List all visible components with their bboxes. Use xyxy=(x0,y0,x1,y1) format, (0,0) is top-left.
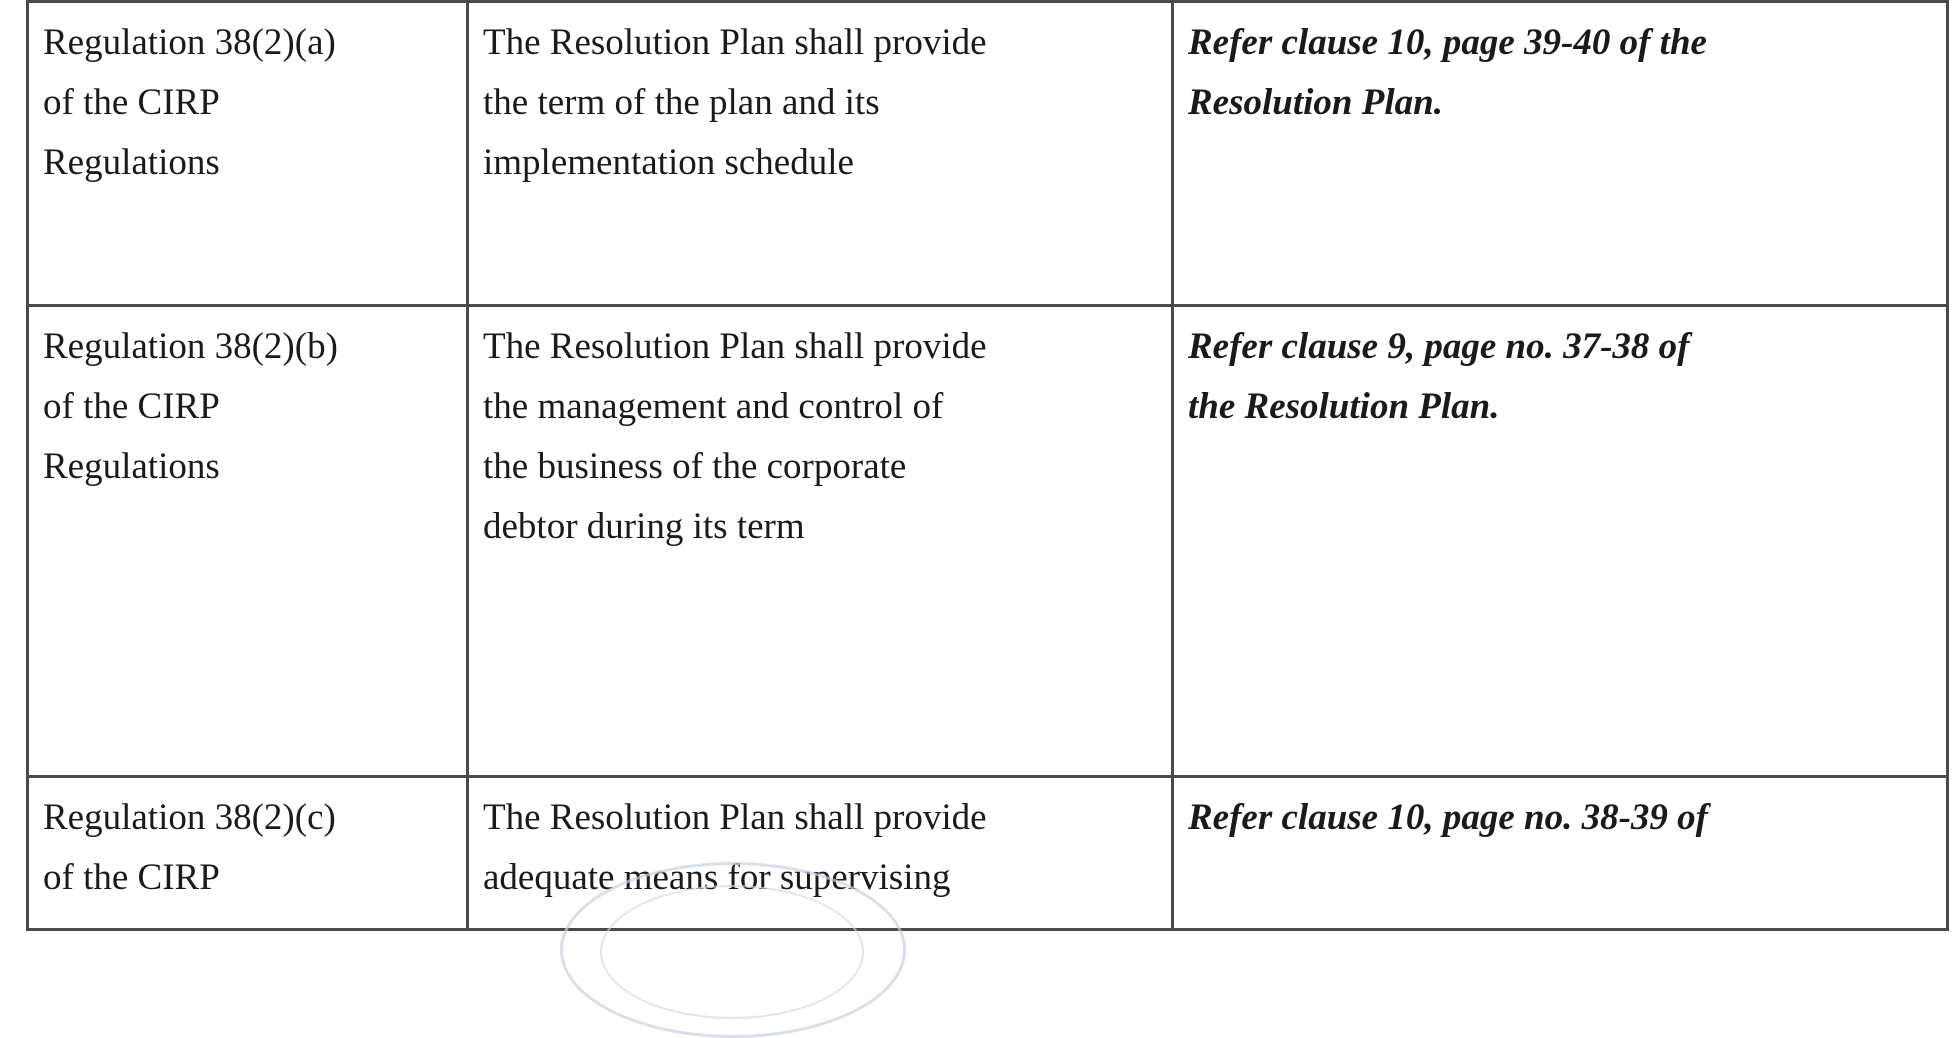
table-row xyxy=(28,777,1948,930)
requirement-line: implementation schedule xyxy=(483,142,854,183)
requirement-line: the business of the corporate xyxy=(483,446,907,487)
regulation-cell xyxy=(28,777,468,930)
regulation-cell xyxy=(28,2,468,306)
requirement-line: the term of the plan and its xyxy=(483,82,880,123)
requirement-line: adequate means for supervising xyxy=(483,857,951,898)
requirement-line: The Resolution Plan shall provide xyxy=(483,22,987,63)
requirement-line: the management and control of xyxy=(483,386,944,427)
requirement-cell xyxy=(468,306,1173,777)
reference-line: Refer clause 9, page no. 37-38 of xyxy=(1188,326,1690,367)
reference-cell xyxy=(1173,2,1948,306)
requirement-line: The Resolution Plan shall provide xyxy=(483,326,987,367)
regulation-line: of the CIRP xyxy=(43,386,220,427)
reference-cell xyxy=(1173,777,1948,930)
requirement-cell xyxy=(468,777,1173,930)
reference-line: Refer clause 10, page 39-40 of the xyxy=(1188,22,1707,63)
requirement-line: The Resolution Plan shall provide xyxy=(483,797,987,838)
regulation-line: Regulation 38(2)(b) xyxy=(43,326,338,367)
reference-line: Resolution Plan. xyxy=(1188,82,1443,123)
regulation-line: Regulation 38(2)(c) xyxy=(43,797,336,838)
requirement-line: debtor during its term xyxy=(483,506,805,547)
reference-cell xyxy=(1173,306,1948,777)
compliance-table xyxy=(26,0,1949,931)
reference-line: Refer clause 10, page no. 38-39 of xyxy=(1188,797,1708,838)
requirement-cell xyxy=(468,2,1173,306)
regulation-line: of the CIRP xyxy=(43,857,220,898)
table-row xyxy=(28,306,1948,777)
reference-line: the Resolution Plan. xyxy=(1188,386,1500,427)
table-row xyxy=(28,2,1948,306)
regulation-line: Regulations xyxy=(43,446,220,487)
regulation-line: Regulations xyxy=(43,142,220,183)
regulation-line: of the CIRP xyxy=(43,82,220,123)
regulation-cell xyxy=(28,306,468,777)
regulation-line: Regulation 38(2)(a) xyxy=(43,22,336,63)
